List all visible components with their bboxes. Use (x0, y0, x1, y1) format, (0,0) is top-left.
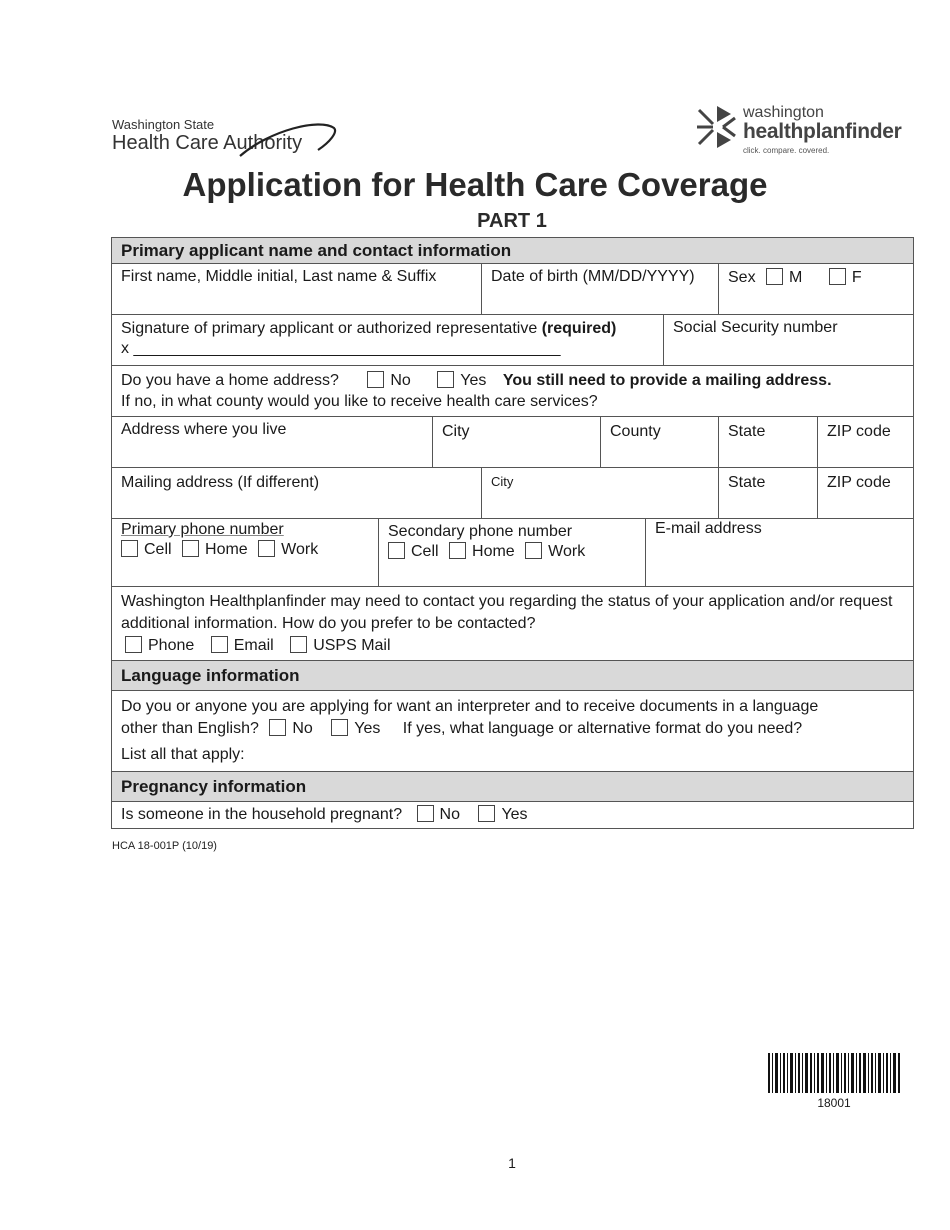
address-label: Address where you live (121, 421, 287, 438)
hca-logo (112, 118, 342, 162)
language-list-label: List all that apply: (121, 746, 245, 763)
address-row (112, 417, 913, 468)
sex-m-checkbox[interactable] (766, 268, 783, 285)
secondary-phone-cell-checkbox[interactable] (388, 542, 405, 559)
mailing-city-field[interactable] (482, 468, 719, 518)
city-field[interactable] (433, 417, 601, 467)
sex-m-label: M (789, 269, 803, 286)
contact-usps-label: USPS Mail (313, 637, 391, 654)
application-form (111, 237, 914, 829)
pregnancy-no-label: No (439, 806, 460, 823)
county-label: County (610, 423, 661, 440)
dob-field[interactable] (482, 264, 719, 314)
mailing-address-label: Mailing address (If different) (121, 474, 320, 491)
mailing-state-field[interactable] (719, 468, 818, 518)
pregnancy-question: Is someone in the household pregnant? (121, 806, 403, 823)
hca-swoosh-icon (230, 120, 340, 160)
healthplanfinder-logo-tagline: click. compare. covered. (743, 146, 830, 155)
language-question-line1: Do you or anyone you are applying for want an interpreter and to receive documents in a language (121, 698, 819, 715)
sex-f-checkbox[interactable] (829, 268, 846, 285)
contact-phone-label: Phone (148, 637, 195, 654)
hca-logo-line2: Health Care Authority (112, 132, 303, 154)
county-question: If no, in what county would you like to receive health care services? (121, 393, 598, 410)
page-title: Application for Health Care Coverage (182, 166, 768, 203)
section-header-primary: Primary applicant name and contact information (112, 238, 913, 264)
name-label: First name, Middle initial, Last name & Suffix (121, 268, 437, 285)
barcode-number: 18001 (817, 1096, 851, 1110)
contact-preference-text: Washington Healthplanfinder may need to contact you regarding the status of your application and/or request additional information. How do you prefer to be contacted? (121, 593, 893, 632)
mailing-address-field[interactable] (112, 468, 482, 518)
healthplanfinder-mark-icon (695, 104, 739, 150)
section-header-pregnancy: Pregnancy information (112, 772, 913, 802)
home-address-no-label: No (390, 372, 411, 389)
part-label: PART 1 (477, 210, 547, 232)
primary-phone-label: Primary phone number (121, 521, 284, 538)
mailing-state-label: State (728, 474, 766, 491)
signature-line: x ________________________________________________ (121, 340, 561, 357)
signature-field[interactable] (112, 315, 664, 365)
state-field[interactable] (719, 417, 818, 467)
contact-phone-checkbox[interactable] (125, 636, 142, 653)
pregnancy-yes-checkbox[interactable] (478, 805, 495, 822)
zip-label: ZIP code (827, 423, 891, 440)
secondary-phone-label: Secondary phone number (388, 523, 573, 540)
language-followup: If yes, what language or alternative format do you need? (402, 720, 803, 737)
mailing-row (112, 468, 913, 519)
secondary-phone-cell-label: Cell (411, 543, 439, 560)
city-label: City (442, 423, 470, 440)
state-label: State (728, 423, 766, 440)
language-question-line2: other than English? (121, 720, 259, 737)
mailing-zip-field[interactable] (818, 468, 913, 518)
primary-phone-work-label: Work (281, 541, 319, 558)
phone-row (112, 519, 913, 587)
contact-preference-row (112, 587, 913, 661)
mailing-address-note: You still need to provide a mailing address. (502, 372, 832, 389)
healthplanfinder-logo (695, 100, 915, 158)
county-field[interactable] (601, 417, 719, 467)
pregnancy-no-checkbox[interactable] (417, 805, 434, 822)
home-address-question: Do you have a home address? (121, 372, 339, 389)
section-header-language: Language information (112, 661, 913, 691)
secondary-phone-home-label: Home (472, 543, 515, 560)
email-label: E-mail address (655, 520, 762, 537)
language-no-checkbox[interactable] (269, 719, 286, 736)
address-field[interactable] (112, 417, 433, 467)
healthplanfinder-logo-name: healthplanfinder (743, 120, 902, 143)
barcode-icon (768, 1053, 900, 1093)
contact-usps-checkbox[interactable] (290, 636, 307, 653)
ssn-label: Social Security number (673, 319, 838, 336)
sex-label: Sex (728, 269, 756, 286)
primary-phone-home-label: Home (205, 541, 248, 558)
secondary-phone-work-label: Work (548, 543, 586, 560)
mailing-zip-label: ZIP code (827, 474, 891, 491)
home-address-yes-label: Yes (460, 372, 487, 389)
primary-phone-field[interactable] (112, 519, 379, 586)
contact-email-label: Email (233, 637, 274, 654)
language-no-label: No (292, 720, 313, 737)
secondary-phone-field[interactable] (379, 519, 646, 586)
signature-label: Signature of primary applicant or authorized representative (121, 320, 538, 337)
home-address-yes-checkbox[interactable] (437, 371, 454, 388)
hca-logo-line1: Washington State (112, 117, 215, 132)
language-row (112, 691, 913, 772)
mailing-city-label: City (491, 474, 514, 489)
primary-phone-work-checkbox[interactable] (258, 540, 275, 557)
pregnancy-row (112, 802, 913, 828)
signature-row (112, 315, 913, 366)
form-code: HCA 18-001P (10/19) (112, 840, 217, 852)
primary-phone-home-checkbox[interactable] (182, 540, 199, 557)
healthplanfinder-logo-small: washington (743, 104, 824, 121)
secondary-phone-work-checkbox[interactable] (525, 542, 542, 559)
zip-field[interactable] (818, 417, 913, 467)
home-address-row (112, 366, 913, 417)
sex-field (719, 264, 913, 314)
signature-required: (required) (541, 320, 617, 337)
dob-label: Date of birth (MM/DD/YYYY) (491, 268, 695, 285)
email-field[interactable] (646, 519, 913, 586)
ssn-field[interactable] (664, 315, 913, 365)
contact-email-checkbox[interactable] (211, 636, 228, 653)
pregnancy-yes-label: Yes (501, 806, 528, 823)
page-number: 1 (508, 1155, 516, 1171)
secondary-phone-home-checkbox[interactable] (449, 542, 466, 559)
primary-phone-cell-checkbox[interactable] (121, 540, 138, 557)
name-field[interactable] (112, 264, 482, 314)
primary-phone-cell-label: Cell (144, 541, 172, 558)
language-yes-checkbox[interactable] (331, 719, 348, 736)
home-address-no-checkbox[interactable] (367, 371, 384, 388)
name-row (112, 264, 913, 315)
language-yes-label: Yes (354, 720, 381, 737)
sex-f-label: F (851, 269, 862, 286)
